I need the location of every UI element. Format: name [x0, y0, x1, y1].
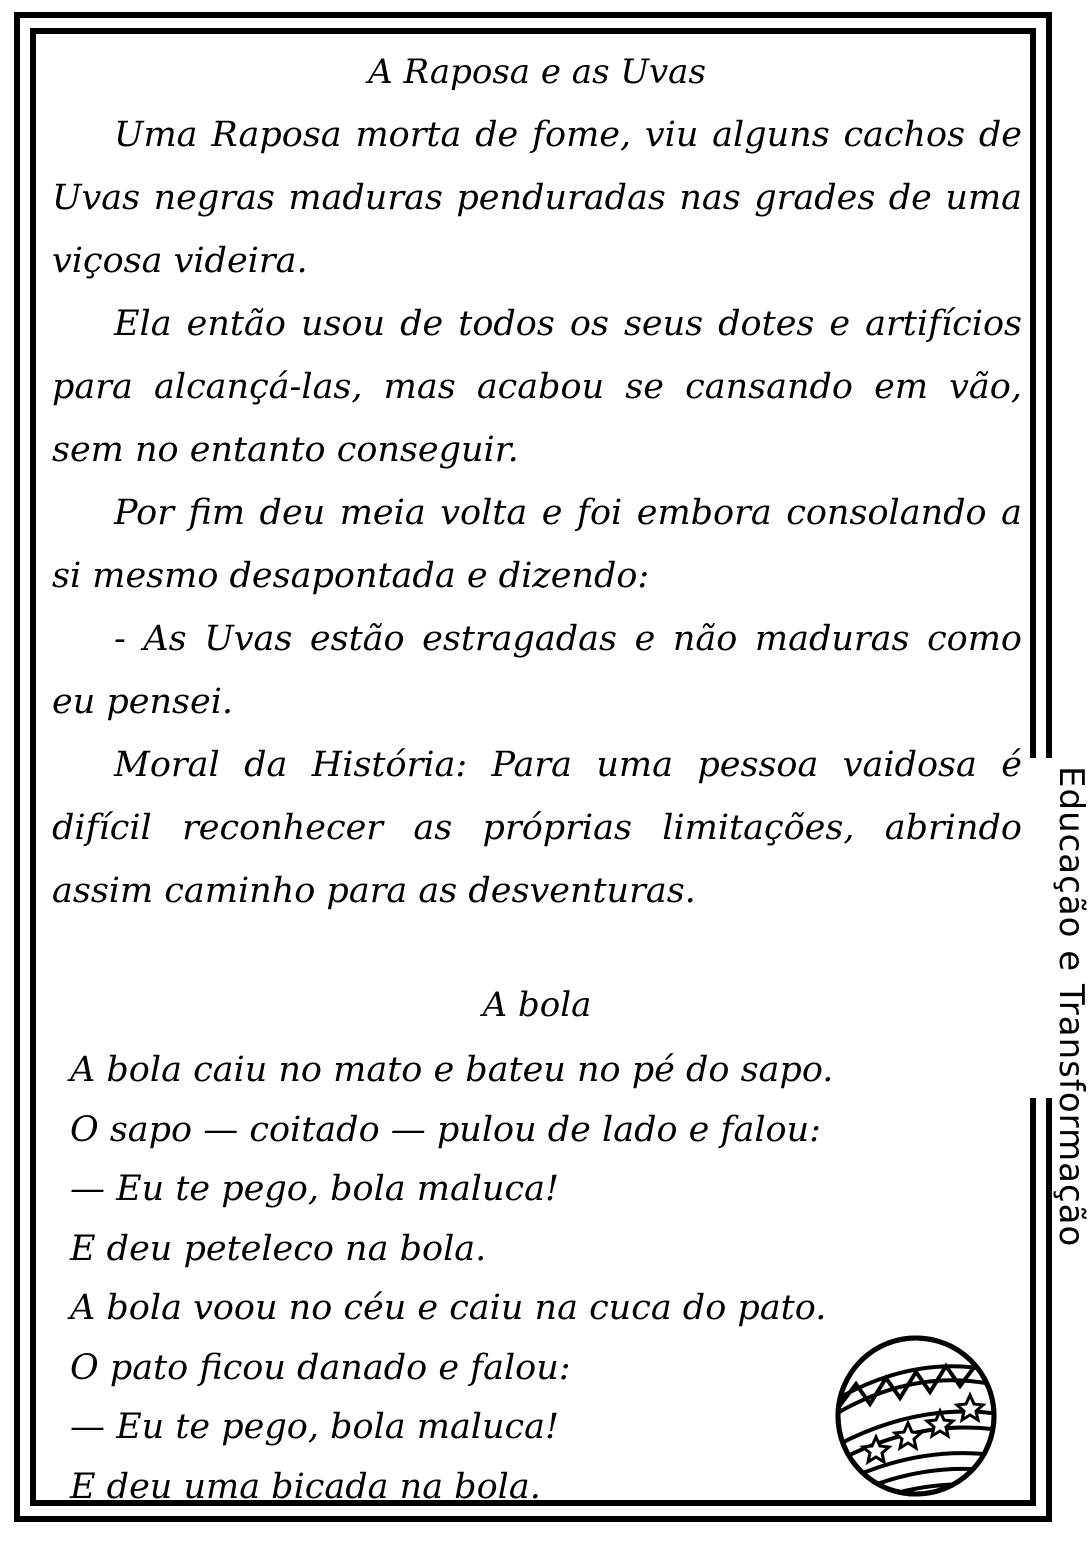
poem-title: A bola: [482, 985, 592, 1025]
poem-line: O sapo — coitado — pulou de lado e falou:: [70, 1109, 821, 1150]
brand-watermark: Educação e Transformação: [1051, 766, 1091, 1248]
ball-icon: [832, 1332, 1000, 1500]
poem-line: E deu uma bicada na bola.: [70, 1466, 541, 1507]
poem-line: O pato ficou danado e falou:: [70, 1347, 571, 1388]
story-body: [52, 104, 1022, 923]
story-moral: Moral da História: Para uma pessoa vaidosa é difícil reconhecer as próprias limitações, abrindo assim caminho para as desventuras.: [52, 745, 1022, 911]
poem-line: A bola caiu no mato e bateu no pé do sapo.: [70, 1050, 834, 1090]
story-paragraph: - As Uvas estão estragadas e não maduras como eu pensei.: [52, 619, 1022, 722]
story-paragraph: Por fim deu meia volta e foi embora consolando a si mesmo desapontada e dizendo:: [52, 493, 1022, 596]
poem-line: E deu peteleco na bola.: [70, 1228, 487, 1269]
poem-line: — Eu te pego, bola maluca!: [70, 1169, 560, 1209]
worksheet-content: [52, 52, 1022, 1517]
poem-line: — Eu te pego, bola maluca!: [70, 1407, 560, 1447]
story-paragraph: Ela então usou de todos os seus dotes e artifícios para alcançá-las, mas acabou se cansando em vão, sem no entanto conseguir.: [52, 304, 1022, 470]
story-paragraph: Uma Raposa morta de fome, viu alguns cachos de Uvas negras maduras penduradas nas grades de uma viçosa videira.: [52, 115, 1022, 281]
story-title: A Raposa e as Uvas: [368, 52, 706, 92]
poem-line: A bola voou no céu e caiu na cuca do pato.: [70, 1288, 827, 1328]
